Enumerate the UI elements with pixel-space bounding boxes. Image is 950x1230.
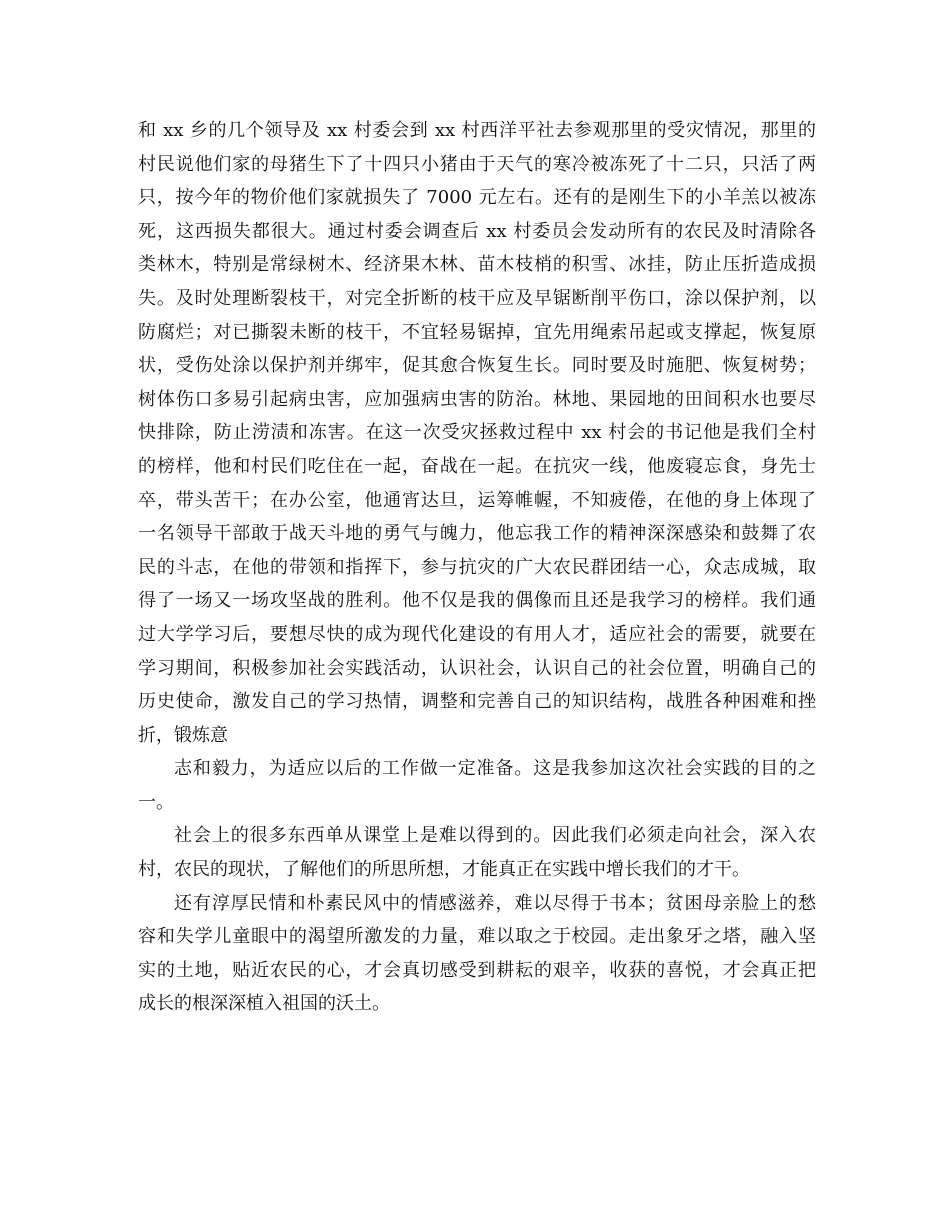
- text-line: 失。及时处理断裂枝干，对完全折断的枝干应及早锯断削平伤口，涂以保护剂，以: [138, 287, 816, 309]
- text-line: 一名领导干部敢于战天斗地的勇气与魄力，他忘我工作的精神深深感染和鼓舞了农: [138, 523, 816, 545]
- text-line: 志和毅力，为适应以后的工作做一定准备。这是我参加这次社会实践的目的之: [174, 758, 816, 780]
- document-body: [138, 114, 816, 1021]
- text-line: 民的斗志，在他的带领和指挥下，参与抗灾的广大农民群团结一心，众志成城，取: [138, 556, 816, 578]
- text-line: 树体伤口多易引起病虫害，应加强病虫害的防治。林地、果园地的田间积水也要尽: [138, 388, 816, 410]
- text-line: 村民说他们家的母猪生下了十四只小猪由于天气的寒冷被冻死了十二只，只活了两: [138, 153, 816, 175]
- text-line: 状，受伤处涂以保护剂并绑牢，促其愈合恢复生长。同时要及时施肥、恢复树势；: [138, 355, 816, 377]
- text-line: 和 xx 乡的几个领导及 xx 村委会到 xx 村西洋平社去参观那里的受灾情况，那里的: [138, 120, 816, 141]
- text-line: 死，这西损失都很大。通过村委会调查后 xx 村委员会发动所有的农民及时清除各: [138, 220, 816, 242]
- text-line: 类林木，特别是常绿树木、经济果木林、苗木枝梢的积雪、冰挂，防止压折造成损: [138, 254, 816, 276]
- text-line: 只，按今年的物价他们家就损失了 7000 元左右。还有的是刚生下的小羊羔以被冻: [138, 187, 816, 209]
- text-line: 还有淳厚民情和朴素民风中的情感滋养，难以尽得于书本；贫困母亲脸上的愁: [174, 892, 816, 914]
- text-line: 村，农民的现状，了解他们的所思所想，才能真正在实践中增长我们的才干。: [138, 859, 750, 881]
- text-line: 历史使命，激发自己的学习热情，调整和完善自己的知识结构，战胜各种困难和挫: [138, 691, 816, 713]
- text-line: 成长的根深深植入祖国的沃土。: [138, 993, 390, 1015]
- text-line: 实的土地，贴近农民的心，才会真切感受到耕耘的艰辛，收获的喜悦，才会真正把: [138, 959, 816, 981]
- text-line: 学习期间，积极参加社会实践活动，认识社会，认识自己的社会位置，明确自己的: [138, 657, 816, 679]
- text-line: 过大学学习后，要想尽快的成为现代化建设的有用人才，适应社会的需要，就要在: [138, 623, 816, 645]
- text-line: 容和失学儿童眼中的渴望所激发的力量，难以取之于校园。走出象牙之塔，融入坚: [138, 926, 816, 948]
- text-line: 一。: [138, 791, 174, 813]
- text-line: 社会上的很多东西单从课堂上是难以得到的。因此我们必须走向社会，深入农: [174, 825, 816, 847]
- text-line: 的榜样，他和村民们吃住在一起，奋战在一起。在抗灾一线，他废寝忘食，身先士: [138, 455, 816, 477]
- text-line: 快排除，防止涝渍和冻害。在这一次受灾拯救过程中 xx 村会的书记他是我们全村: [138, 422, 816, 444]
- text-line: 卒，带头苦干；在办公室，他通宵达旦，运筹帷幄，不知疲倦，在他的身上体现了: [138, 489, 816, 511]
- text-line: 得了一场又一场攻坚战的胜利。他不仅是我的偶像而且还是我学习的榜样。我们通: [138, 590, 816, 612]
- text-line: 折，锻炼意: [138, 724, 228, 746]
- text-line: 防腐烂；对已撕裂未断的枝干，不宜轻易锯掉，宜先用绳索吊起或支撑起，恢复原: [138, 321, 816, 343]
